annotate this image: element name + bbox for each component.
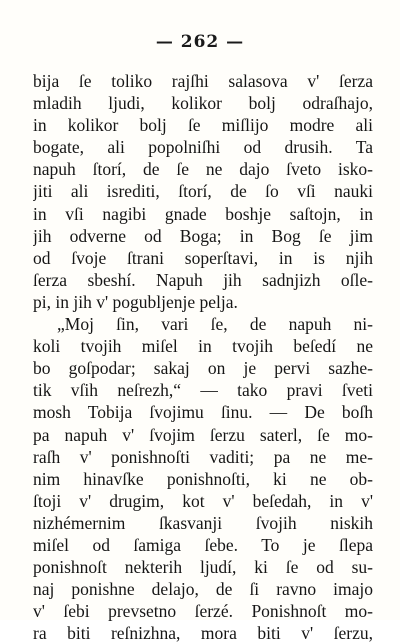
text-line: mladih ljudi, kolikor bolj odraſhajo,	[33, 93, 373, 114]
text-line: pa napuh v' ſvojim ſerzu saterl, ſe mo-	[33, 424, 373, 445]
text-line: in vſi nagibi gnade boshje saſtojn, in	[33, 203, 373, 224]
text-line: v' ſebi prevsetno ſerzé. Ponishnoſt mo-	[33, 601, 373, 622]
text-line: in kolikor bolj ſe miſlijo modre ali	[33, 115, 373, 136]
text-line: jih odverne od Boga; in Bog ſe jim	[33, 225, 373, 246]
text-line: mosh Tobija ſvojimu ſinu. — De boſh	[33, 402, 373, 423]
text-line: napuh ſtorí, de ſe ne dajo ſveto isko-	[33, 159, 373, 180]
text-line: raſh v' ponishnoſti vaditi; pa ne me-	[33, 446, 373, 467]
text-line: miſel od ſamiga ſebe. To je ſlepa	[33, 534, 373, 555]
text-line: jiti ali isrediti, ſtorí, de ſo vſi nauki	[33, 181, 373, 202]
page-number: — 262 —	[155, 32, 245, 52]
text-line: nim hinavſke ponishnoſti, ki ne ob-	[33, 468, 373, 489]
text-line: tik vſih neſrezh,“ — tako pravi ſveti	[33, 380, 373, 401]
text-line: koli tvojih miſel in tvojih beſedí ne	[33, 336, 373, 357]
text-line: od ſvoje ſtrani soperſtavi, in is njih	[33, 247, 373, 268]
text-line: „Moj ſin, vari ſe, de napuh ni-	[57, 314, 373, 335]
body-text	[33, 70, 373, 644]
text-line: ponishnoſt nekterih ljudí, ki ſe od su-	[33, 557, 373, 578]
text-line: ra biti reſnizhna, mora biti v' ſerzu,	[33, 623, 373, 644]
text-line: pi, in jih v' pogubljenje pelja.	[33, 291, 238, 312]
text-line: ſerza sbeshí. Napuh jih sadnjizh oſle-	[33, 269, 373, 290]
text-line: nizhémernim ſkasvanji ſvojih niskih	[33, 512, 373, 533]
text-line: bija ſe toliko rajſhi salasova v' ſerza	[33, 71, 373, 91]
text-line: naj ponishne delajo, de ſi ravno imajo	[33, 579, 373, 600]
text-line: bo goſpodar; sakaj on je pervi sazhe-	[33, 358, 373, 379]
text-line: bogate, ali popolniſhi od drusih. Ta	[33, 137, 373, 158]
text-line: ſtoji v' drugim, kot v' beſedah, in v'	[33, 490, 373, 511]
